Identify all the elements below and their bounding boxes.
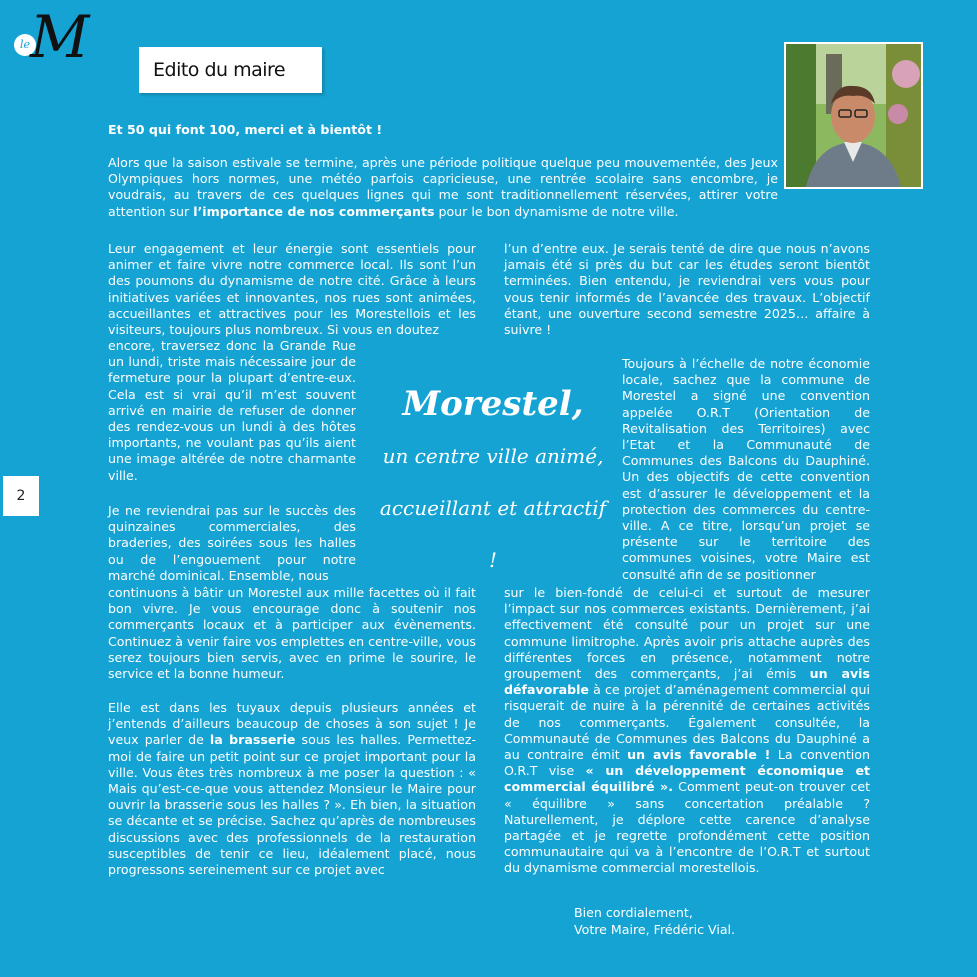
signature bbox=[574, 905, 735, 938]
right-p2-c: La convention O.R.T vise bbox=[504, 747, 870, 779]
right-p2-d: Comment peut-on trouver cet « équilibre » sans concertation préalable ? Naturellement, je déplore cette carence d’analyse partagée et je regrette profondément cette position communautaire qui va à l’encontre de l’O.R.T et surtout du dynamisme commercial morestellois. bbox=[504, 779, 871, 876]
intro-text-1: Alors que la saison estivale se termine, après une période politique quelque peu mouvementée, des Jeux Olympiques hors normes, une météo parfois capricieuse, une rentrée scolaire sans encombre, je voudrais, au travers de ces quelques lignes qui me sont traditionnellement réservées, attirer votre attention sur bbox=[108, 155, 778, 219]
heading: Et 50 qui font 100, merci et à bientôt ! bbox=[108, 122, 383, 137]
right-p1: l’un d’entre eux. Je serais tenté de dire que nous n’avons jamais été si près du but car les études seront bientôt terminées. Bien entendu, je reviendrai vers vous pour vous tenir informés de l’avancée des travaux. L’objectif étant, une ouverture second semestre 2025… affaire à suivre ! bbox=[504, 241, 870, 338]
right-p2-full bbox=[504, 585, 870, 877]
left-p3-a: Elle est dans les tuyaux depuis plusieurs années et j’entends d’ailleurs beaucoup de choses à son sujet ! Je veux parler de bbox=[108, 700, 476, 748]
quote-line-3: accueillant et attractif ! bbox=[379, 496, 607, 572]
intro-bold: l’importance de nos commerçants bbox=[193, 203, 435, 219]
pull-quote bbox=[374, 378, 612, 586]
logo-m: M bbox=[30, 3, 90, 71]
left-p3-b: sous les halles. Permettez-moi de faire un petit point sur ce projet important pour la ville. Vous êtes très nombreux à me poser la question : « Mais qu’est-ce-que vous attendez Monsieur le Maire pour ouvrir la brasserie sous les halles ? ». Eh bien, la situation se décante et se précise. Sachez qu’après de nombreuses discussions avec des professionnels de la restauration susceptibles de tenir ce lieu, idéalement placé, nous progressons sereinement sur ce projet avec bbox=[108, 732, 477, 878]
left-p2-narrow: Je ne reviendrai pas sur le succès des quinzaines commerciales, des braderies, des soirées sous les halles ou de l’engouement pour notre marché dominical. Ensemble, nous bbox=[108, 503, 356, 583]
right-p2-b: à ce projet d’aménagement commercial qui risquerait de nuire à la pérennité de certaines activités de nos commerçants. Également consultée, la Communauté de Communes des Balcons du Dauphiné a au contraire émit bbox=[504, 682, 870, 763]
intro-text-2: pour le bon dynamisme de notre ville. bbox=[434, 203, 679, 219]
left-p2-full: continuons à bâtir un Morestel aux mille facettes où il fait bon vivre. Je vous encourage donc à soutenir nos commerçants locaux et à participer aux évènements. Continuez à venir faire vos emplettes en centre-ville, vous serez toujours bien servis, avec en prime le sourire, le service et la bonne humeur. bbox=[108, 585, 476, 682]
avis-favorable-bold: un avis favorable ! bbox=[627, 747, 771, 763]
page-number: 2 bbox=[3, 476, 39, 516]
quote-line-1: Morestel, bbox=[402, 384, 584, 424]
left-p1-full: Leur engagement et leur énergie sont essentiels pour animer et faire vivre notre commerce local. Ils sont l’un des poumons du dynamisme de notre cité. Grâce à leurs initiatives variées et innovantes, nos rues sont animées, accueillantes et attractives pour les Morestellois et les visiteurs, toujours plus nombreux. Si vous en doutez bbox=[108, 241, 476, 338]
right-p2-a: sur le bien-fondé de celui-ci et surtout de mesurer l’impact sur nos commerces existants. Dernièrement, j’ai effectivement été consulté pour un projet sur une commune limitrophe. Après avoir pris attache auprès des différentes forces en présence, notamment notre groupement des commerçants, j’ai émis bbox=[504, 585, 870, 682]
avis-defavorable-bold: un avis défavorable bbox=[504, 666, 870, 698]
logo-le: le bbox=[14, 34, 36, 56]
signature-line-1: Bien cordialement, bbox=[574, 905, 693, 920]
signature-line-2: Votre Maire, Frédéric Vial. bbox=[574, 921, 736, 937]
ort-quote-bold: « un développement économique et commercial équilibré ». bbox=[504, 763, 870, 795]
intro-paragraph bbox=[108, 155, 778, 220]
left-p1-narrow: encore, traversez donc la Grande Rue un lundi, triste mais nécessaire jour de fermeture pour la plupart d’entre-eux. Cela est si vrai qu’il m’est souvent arrivé en mairie de refuser de donner des rendez-vous un lundi à des hôtes importants, ne voulant pas qu’ils aient une image altérée de notre charmante ville. bbox=[108, 338, 356, 483]
page-title: Edito du maire bbox=[139, 47, 322, 93]
quote-line-2: un centre ville animé, bbox=[382, 444, 604, 468]
right-p2-narrow: Toujours à l’échelle de notre économie locale, sachez que la commune de Morestel a signé une convention appelée O.R.T (Orientation de Revitalisation des Territoires) avec l’Etat et la Communauté de Communes des Balcons du Dauphiné. Un des objectifs de cette convention est d’assurer le développement et la protection des commerces du centre-ville. A ce titre, lorsqu’un projet se présente sur le territoire des communes voisines, votre Maire est consulté afin de se positionner bbox=[622, 356, 870, 582]
brasserie-bold: la brasserie bbox=[209, 732, 296, 748]
mayor-photo bbox=[784, 42, 923, 189]
left-p3 bbox=[108, 700, 476, 878]
